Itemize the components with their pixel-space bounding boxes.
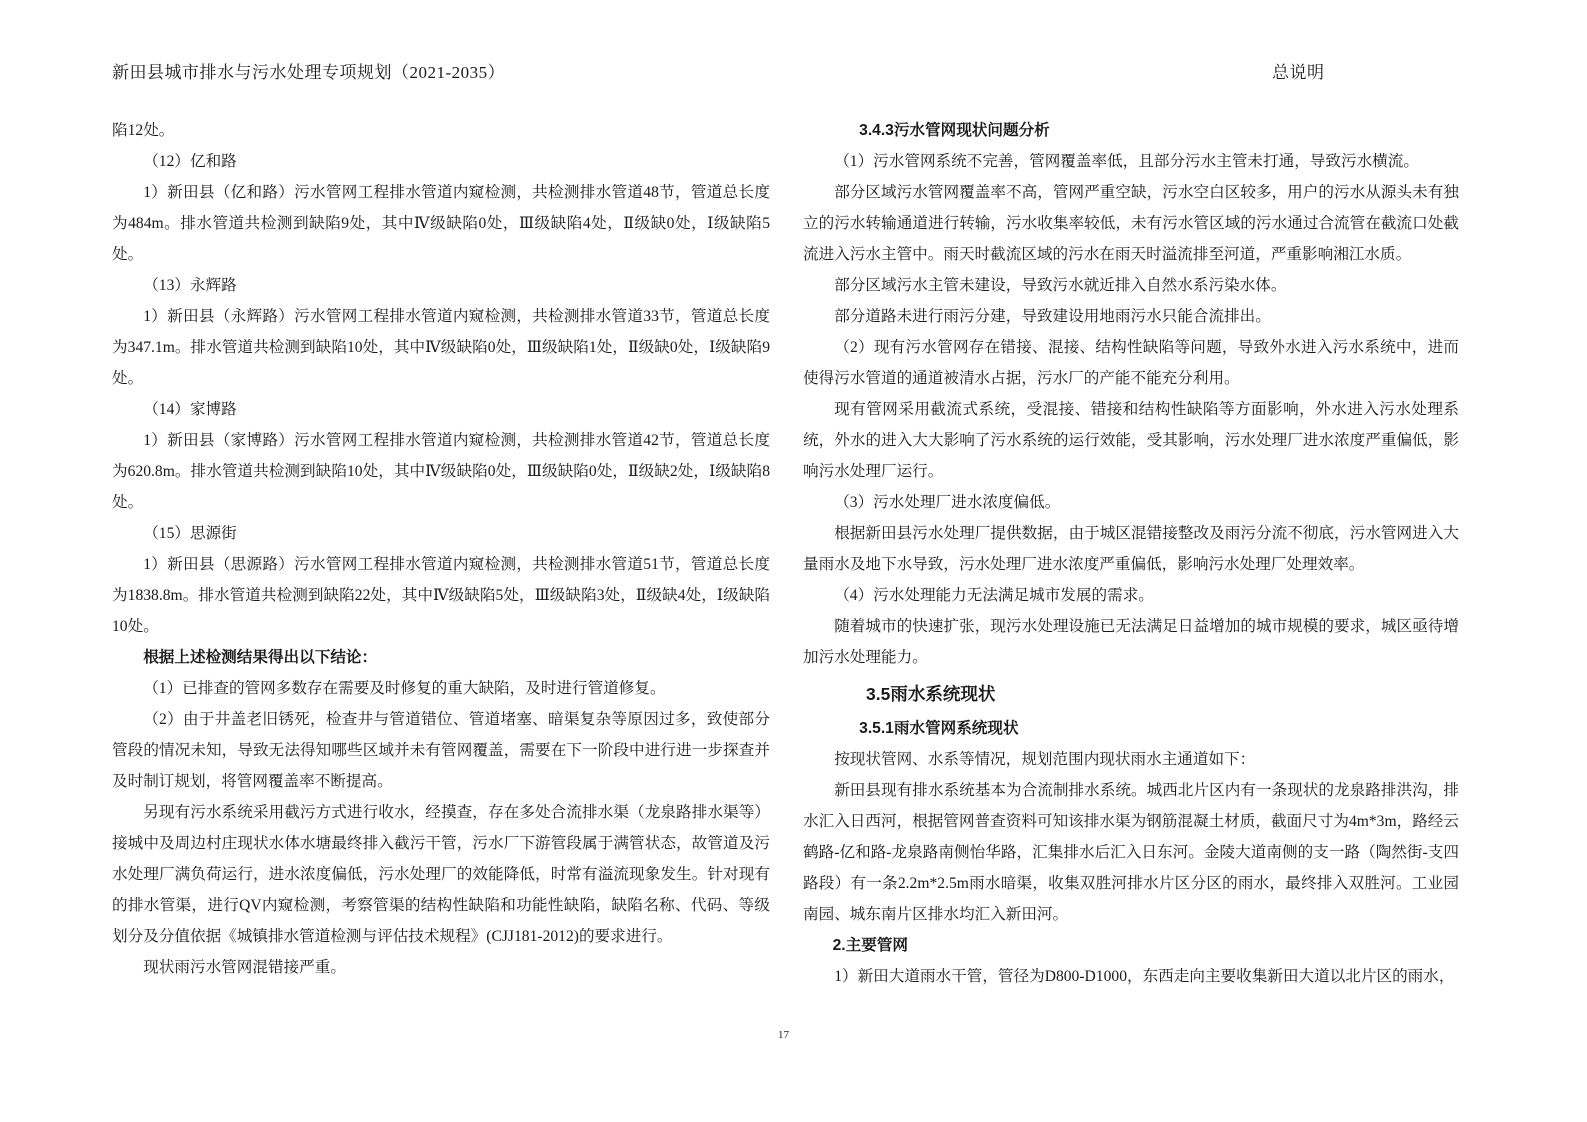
paragraph: 现有管网采用截流式系统，受混接、错接和结构性缺陷等方面影响，外水进入污水处理系统，外水的进入大大影响了污水系统的运行效能，受其影响，污水处理厂进水浓度严重偏低，影响污水处理厂运行。 [803, 401, 1459, 480]
item-heading: （14）家博路 [143, 401, 237, 418]
paragraph: 1）新田县（亿和路）污水管网工程排水管道内窥检测，共检测排水管道48节，管道总长度为484m。排水管道共检测到缺陷9处，其中Ⅳ级缺陷0处，Ⅲ级缺陷4处，Ⅱ级缺0处，Ⅰ级缺陷5处。 [112, 184, 770, 263]
paragraph: （2）现有污水管网存在错接、混接、结构性缺陷等问题，导致外水进入污水系统中，进而使得污水管道的通道被清水占据，污水厂的产能不能充分利用。 [803, 339, 1459, 387]
paragraph: （1）已排查的管网多数存在需要及时修复的重大缺陷，及时进行管道修复。 [143, 680, 666, 697]
section-heading-3-5-1: 3.5.1雨水管网系统现状 [859, 720, 1019, 737]
paragraph: （2）由于井盖老旧锈死，检查井与管道错位、管道堵塞、暗渠复杂等原因过多，致使部分管段的情况未知，导致无法得知哪些区域并未有管网覆盖，需要在下一阶段中进行进一步探查并及时制订规划，将管网覆盖率不断提高。 [112, 711, 770, 790]
page-number: 17 [778, 1029, 789, 1041]
right-column [803, 115, 1459, 992]
paragraph: 现状雨污水管网混错接严重。 [143, 959, 346, 976]
paragraph: 新田县现有排水系统基本为合流制排水系统。城西北片区内有一条现状的龙泉路排洪沟，排水汇入日西河，根据管网普查资料可知该排水渠为钢筋混凝土材质，截面尺寸为4m*3m，路经云鹤路-亿和路-龙泉路南侧怡华路，汇集排水后汇入日东河。金陵大道南侧的支一路（陶然街-支四路段）有一条2.2m*2.5m雨水暗渠，收集双胜河排水片区分区的雨水，最终排入双胜河。工业园南园、城东南片区排水均汇入新田河。 [803, 782, 1459, 923]
item-heading: （13）永辉路 [143, 277, 237, 294]
subheading-main-network: 2.主要管网 [832, 937, 909, 954]
paragraph: 1）新田县（思源路）污水管网工程排水管道内窥检测，共检测排水管道51节，管道总长度为1838.8m。排水管道共检测到缺陷22处，其中Ⅳ级缺陷5处，Ⅲ级缺陷3处，Ⅱ级缺4处，Ⅰ级缺陷10处。 [112, 556, 770, 635]
paragraph: 陷12处。 [112, 122, 175, 139]
left-column [112, 115, 770, 983]
paragraph: （1）污水管网系统不完善，管网覆盖率低，且部分污水主管未打通，导致污水横流。 [834, 153, 1419, 170]
paragraph: 1）新田县（永辉路）污水管网工程排水管道内窥检测，共检测排水管道33节，管道总长度为347.1m。排水管道共检测到缺陷10处，其中Ⅳ级缺陷0处，Ⅲ级缺陷1处，Ⅱ级缺0处，Ⅰ级缺陷9处。 [112, 308, 770, 387]
conclusion-heading: 根据上述检测结果得出以下结论： [143, 649, 378, 666]
paragraph: 1）新田县（家博路）污水管网工程排水管道内窥检测，共检测排水管道42节，管道总长度为620.8m。排水管道共检测到缺陷10处，其中Ⅳ级缺陷0处，Ⅲ级缺陷0处，Ⅱ级缺2处，Ⅰ级缺陷8处。 [112, 432, 770, 511]
paragraph: 1）新田大道雨水干管，管径为D800-D1000，东西走向主要收集新田大道以北片区的雨水， [834, 968, 1455, 985]
document-title: 新田县城市排水与污水处理专项规划（2021-2035） [112, 63, 506, 82]
item-heading: （12）亿和路 [143, 153, 237, 170]
section-heading-3-5: 3.5雨水系统现状 [866, 684, 996, 704]
paragraph: 随着城市的快速扩张，现污水处理设施已无法满足日益增加的城市规模的要求，城区亟待增加污水处理能力。 [803, 618, 1459, 666]
section-title: 总说明 [1272, 63, 1325, 82]
paragraph: （4）污水处理能力无法满足城市发展的需求。 [834, 587, 1154, 604]
paragraph: 部分道路未进行雨污分建，导致建设用地雨污水只能合流排出。 [834, 308, 1271, 325]
paragraph: 另现有污水系统采用截污方式进行收水，经摸查，存在多处合流排水渠（龙泉路排水渠等）接城中及周边村庄现状水体水塘最终排入截污干管，污水厂下游管段属于满管状态，故管道及污水处理厂满负荷运行，进水浓度偏低，污水处理厂的效能降低，时常有溢流现象发生。针对现有的排水管渠，进行QV内窥检测，考察管渠的结构性缺陷和功能性缺陷，缺陷名称、代码、等级划分及分值依据《城镇排水管道检测与评估技术规程》(CJJ181-2012)的要求进行。 [112, 804, 770, 945]
paragraph: 按现状管网、水系等情况，规划范围内现状雨水主通道如下： [834, 751, 1256, 768]
paragraph: 部分区域污水主管未建设，导致污水就近排入自然水系污染水体。 [834, 277, 1287, 294]
section-heading-3-4-3: 3.4.3污水管网现状问题分析 [859, 122, 1050, 139]
paragraph: （3）污水处理厂进水浓度偏低。 [834, 494, 1061, 511]
paragraph: 根据新田县污水处理厂提供数据，由于城区混错接整改及雨污分流不彻底，污水管网进入大量雨水及地下水导致，污水处理厂进水浓度严重偏低，影响污水处理厂处理效率。 [803, 525, 1459, 573]
paragraph: 部分区域污水管网覆盖率不高，管网严重空缺，污水空白区较多，用户的污水从源头未有独立的污水转输通道进行转输，污水收集率较低，未有污水管区域的污水通过合流管在截流口处截流进入污水主管中。雨天时截流区域的污水在雨天时溢流排至河道，严重影响湘江水质。 [803, 184, 1459, 263]
item-heading: （15）思源街 [143, 525, 237, 542]
